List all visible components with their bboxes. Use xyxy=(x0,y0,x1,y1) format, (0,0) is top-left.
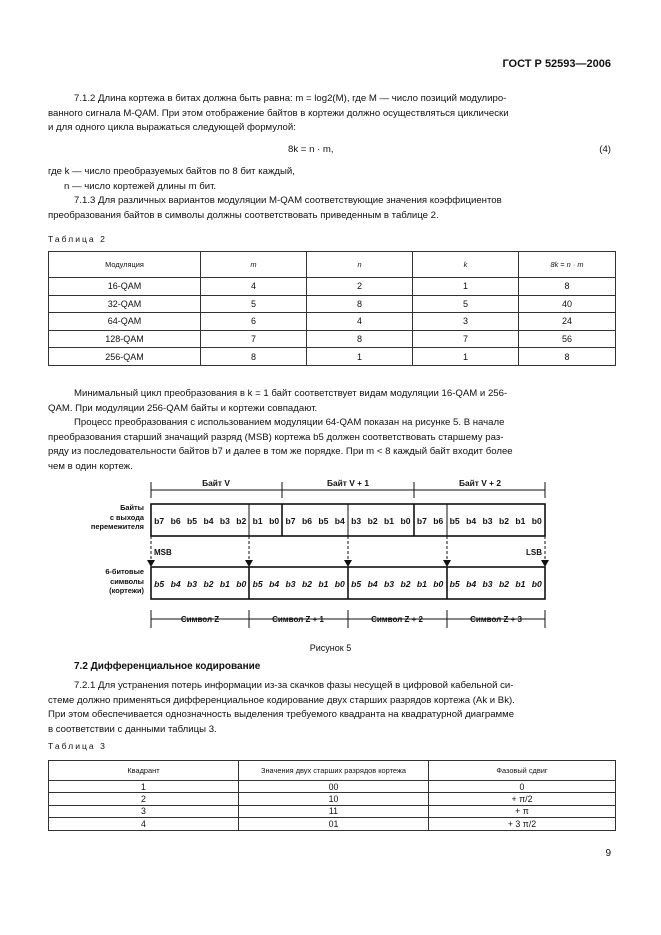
paragraph-process xyxy=(48,416,616,474)
arrow-down-icon xyxy=(541,560,549,567)
table-cell: 16-QAM xyxy=(49,278,201,296)
table-cell: 128-QAM xyxy=(49,330,201,348)
table-cell: 1 xyxy=(307,348,413,366)
symbol-bit-label: b2 xyxy=(203,579,214,589)
document-header: ГОСТ Р 52593—2006 xyxy=(502,58,611,70)
text-line: При этом обеспечивается однозначность выделения требуемого квадранта на квадратурной диаграмме xyxy=(48,709,515,721)
left-label-line: символы xyxy=(110,577,144,586)
table-cell: 01 xyxy=(239,818,429,830)
table-cell: 8 xyxy=(307,330,413,348)
symbol-bit-label: b1 xyxy=(219,579,230,589)
text-line: где k — число преобразуемых байтов по 8 бит каждый, xyxy=(48,166,295,177)
column-header: Квадрант xyxy=(49,761,239,781)
symbol-bit-label: b2 xyxy=(400,579,411,589)
column-header: Модуляция xyxy=(49,252,201,278)
byte-bit-label: b7 xyxy=(285,516,296,526)
byte-bit-label: b3 xyxy=(351,516,362,526)
table-cell: 11 xyxy=(239,805,429,817)
symbol-label: Символ Z + 2 xyxy=(371,615,423,624)
symbol-bit-label: b5 xyxy=(351,579,362,589)
text-line: Минимальный цикл преобразования в k = 1 байт соответствует видам модуляции 16-QAM и 256- xyxy=(74,388,508,399)
symbol-bit-label: b3 xyxy=(482,579,493,589)
table-cell: 4 xyxy=(49,818,239,830)
paragraph-7-1-2 xyxy=(48,92,616,136)
table-cell: 3 xyxy=(413,313,519,331)
table-cell: 6 xyxy=(201,313,307,331)
text-line: и для одного цикла выражаться следующей формулой: xyxy=(48,122,296,134)
symbol-bit-label: b5 xyxy=(154,579,165,589)
arrow-down-icon xyxy=(443,560,451,567)
column-header: Значения двух старших разрядов кортежа xyxy=(239,761,429,781)
table-cell: 1 xyxy=(413,278,519,296)
symbol-bit-label: b2 xyxy=(498,579,510,589)
table-3-caption: Таблица 3 xyxy=(48,741,107,751)
page-number: 9 xyxy=(605,848,611,859)
text-line: n — число кортежей длины m бит. xyxy=(64,180,217,192)
text-line: 7.1.2 Длина кортежа в битах должна быть равна: m = log2(M), где M — число позиций модулиро- xyxy=(74,93,507,104)
byte-bit-label: b5 xyxy=(186,516,198,526)
table-cell: 0 xyxy=(429,781,616,793)
table-cell: 2 xyxy=(49,793,239,805)
table-cell: 00 xyxy=(239,781,429,793)
text-line: преобразования старший значащий разряд (MSB) кортежа b5 должен соответствовать старшему раз- xyxy=(48,431,504,443)
table-cell: 3 xyxy=(49,805,239,817)
figure-5-caption: Рисунок 5 xyxy=(309,643,352,653)
symbol-bit-label: b4 xyxy=(466,579,477,589)
table-row xyxy=(49,781,616,793)
table-cell: 7 xyxy=(413,330,519,348)
table-header-row xyxy=(49,252,616,278)
column-header: Фазовый сдвиг xyxy=(429,761,616,781)
byte-bit-label: b0 xyxy=(400,516,411,526)
column-header: 8k = n · m xyxy=(519,252,616,278)
byte-bit-label: b5 xyxy=(449,516,460,526)
symbol-label: Символ Z + 1 xyxy=(272,615,324,624)
byte-bit-label: b2 xyxy=(498,516,510,526)
left-label-line: перемежителя xyxy=(90,522,144,531)
text-line: стеме должно применяться дифференциальное кодирование двух старших разрядов кортежа (Ak и Bk). xyxy=(48,694,515,706)
symbol-bit-label: b5 xyxy=(449,579,460,589)
table-cell: + 3 π/2 xyxy=(429,818,616,830)
text-line: QAM. При модуляции 256-QAM байты и кортежи совпадают. xyxy=(48,402,318,414)
byte-bit-label: b4 xyxy=(466,516,477,526)
byte-bit-label: b5 xyxy=(318,516,329,526)
text-line: 7.1.3 Для различных вариантов модуляции M-QAM соответствующие значения коэффициентов xyxy=(74,195,502,206)
table-2-caption: Таблица 2 xyxy=(48,234,107,244)
column-header: k xyxy=(413,252,519,278)
symbol-bit-label: b3 xyxy=(383,579,395,589)
formula: 8k = n · m, xyxy=(288,144,334,155)
table-cell: 24 xyxy=(519,313,616,331)
symbol-bit-label: b4 xyxy=(269,579,280,589)
table-cell: 2 xyxy=(307,278,413,296)
table-row xyxy=(49,278,616,296)
symbol-bit-label: b1 xyxy=(318,579,329,589)
byte-bit-label: b2 xyxy=(367,516,378,526)
text-line: чем в один кортеж. xyxy=(48,460,133,472)
table-3 xyxy=(48,760,616,831)
left-label-line: 6-битовые xyxy=(105,567,144,576)
table-row xyxy=(49,793,616,805)
byte-bit-label: b3 xyxy=(219,516,230,526)
symbol-bit-label: b0 xyxy=(531,579,542,589)
table-row xyxy=(49,313,616,331)
paragraph-min-cycle xyxy=(48,387,616,416)
paragraph-7-1-3 xyxy=(48,194,616,223)
byte-bit-label: b3 xyxy=(482,516,493,526)
symbol-bit-label: b3 xyxy=(186,579,198,589)
symbol-label: Символ Z xyxy=(180,615,220,624)
arrow-down-icon xyxy=(344,560,352,567)
table-cell: 256-QAM xyxy=(49,348,201,366)
table-row xyxy=(49,818,616,830)
table-2 xyxy=(48,251,616,366)
byte-label: Байт V xyxy=(202,478,230,488)
table-row xyxy=(49,295,616,313)
symbol-bit-label: b0 xyxy=(433,579,444,589)
symbol-bit-label: b1 xyxy=(416,579,427,589)
table-cell: 8 xyxy=(307,295,413,313)
table-row xyxy=(49,805,616,817)
byte-bit-label: b7 xyxy=(416,516,427,526)
table-cell: 32-QAM xyxy=(49,295,201,313)
text-line: 7.2.1 Для устранения потерь информации из-за скачков фазы несущей в цифровой кабельной си- xyxy=(74,680,514,691)
table-row xyxy=(49,348,616,366)
table-cell: 8 xyxy=(201,348,307,366)
table-cell: 64-QAM xyxy=(49,313,201,331)
text-line: Процесс преобразования с использованием модуляции 64-QAM показан на рисунке 5. В начале xyxy=(74,417,505,428)
text-line: ванного сигнала M-QAM. При этом отображение байтов в кортежи должно осуществляться циклически xyxy=(48,107,509,119)
byte-bit-label: b4 xyxy=(203,516,214,526)
table-cell: + π/2 xyxy=(429,793,616,805)
byte-bit-label: b1 xyxy=(252,516,263,526)
formula-number: (4) xyxy=(599,144,611,155)
arrow-down-icon xyxy=(245,560,253,567)
table-cell: 1 xyxy=(413,348,519,366)
table-cell: 7 xyxy=(201,330,307,348)
table-cell: 4 xyxy=(201,278,307,296)
symbol-bit-label: b0 xyxy=(236,579,247,589)
section-7-2-title: 7.2 Дифференциальное кодирование xyxy=(74,661,261,672)
paragraph-7-2-1 xyxy=(48,679,616,737)
left-label-line: (кортежи) xyxy=(109,586,144,595)
byte-bit-label: b6 xyxy=(170,516,181,526)
table-cell: 8 xyxy=(519,278,616,296)
byte-bit-label: b0 xyxy=(269,516,280,526)
byte-bit-label: b6 xyxy=(301,516,313,526)
table-cell: 40 xyxy=(519,295,616,313)
byte-bit-label: b0 xyxy=(531,516,542,526)
table-cell: 5 xyxy=(201,295,307,313)
byte-bit-label: b1 xyxy=(515,516,526,526)
text-line: преобразования байтов в символы должны соответствовать приведенным в таблице 2. xyxy=(48,209,439,221)
table-cell: 5 xyxy=(413,295,519,313)
table-cell: 56 xyxy=(519,330,616,348)
symbol-bit-label: b2 xyxy=(301,579,313,589)
symbol-bit-label: b4 xyxy=(367,579,378,589)
byte-bit-label: b6 xyxy=(433,516,444,526)
column-header: m xyxy=(201,252,307,278)
left-label-line: Байты xyxy=(120,503,144,512)
symbol-bit-label: b4 xyxy=(170,579,181,589)
lsb-label: LSB xyxy=(526,548,542,557)
text-line: в соответствии с данными таблицы 3. xyxy=(48,723,217,735)
table-row xyxy=(49,330,616,348)
byte-label: Байт V + 1 xyxy=(326,478,370,488)
table-cell: 4 xyxy=(307,313,413,331)
symbol-bit-label: b1 xyxy=(515,579,526,589)
left-label-line: с выхода xyxy=(109,513,144,522)
symbol-bit-label: b5 xyxy=(252,579,263,589)
byte-label: Байт V + 2 xyxy=(458,478,502,488)
symbol-bit-label: b0 xyxy=(334,579,345,589)
table-cell: 10 xyxy=(239,793,429,805)
symbol-label: Символ Z + 3 xyxy=(470,615,522,624)
table-cell: + π xyxy=(429,805,616,817)
symbol-bit-label: b3 xyxy=(285,579,296,589)
byte-bit-label: b4 xyxy=(334,516,345,526)
column-header: n xyxy=(307,252,413,278)
text-line: ряду из последовательности байтов b7 и далее в том же порядке. При m < 8 каждый байт входит более xyxy=(48,446,513,458)
figure-5-diagram xyxy=(0,470,661,640)
byte-bit-label: b7 xyxy=(154,516,165,526)
table-cell: 8 xyxy=(519,348,616,366)
table-header-row xyxy=(49,761,616,781)
arrow-heads xyxy=(147,560,549,567)
table-cell: 1 xyxy=(49,781,239,793)
byte-bit-label: b2 xyxy=(236,516,247,526)
byte-bit-label: b1 xyxy=(383,516,395,526)
msb-label: MSB xyxy=(154,548,172,557)
formula-explanation xyxy=(48,165,616,194)
arrow-down-icon xyxy=(147,560,155,567)
